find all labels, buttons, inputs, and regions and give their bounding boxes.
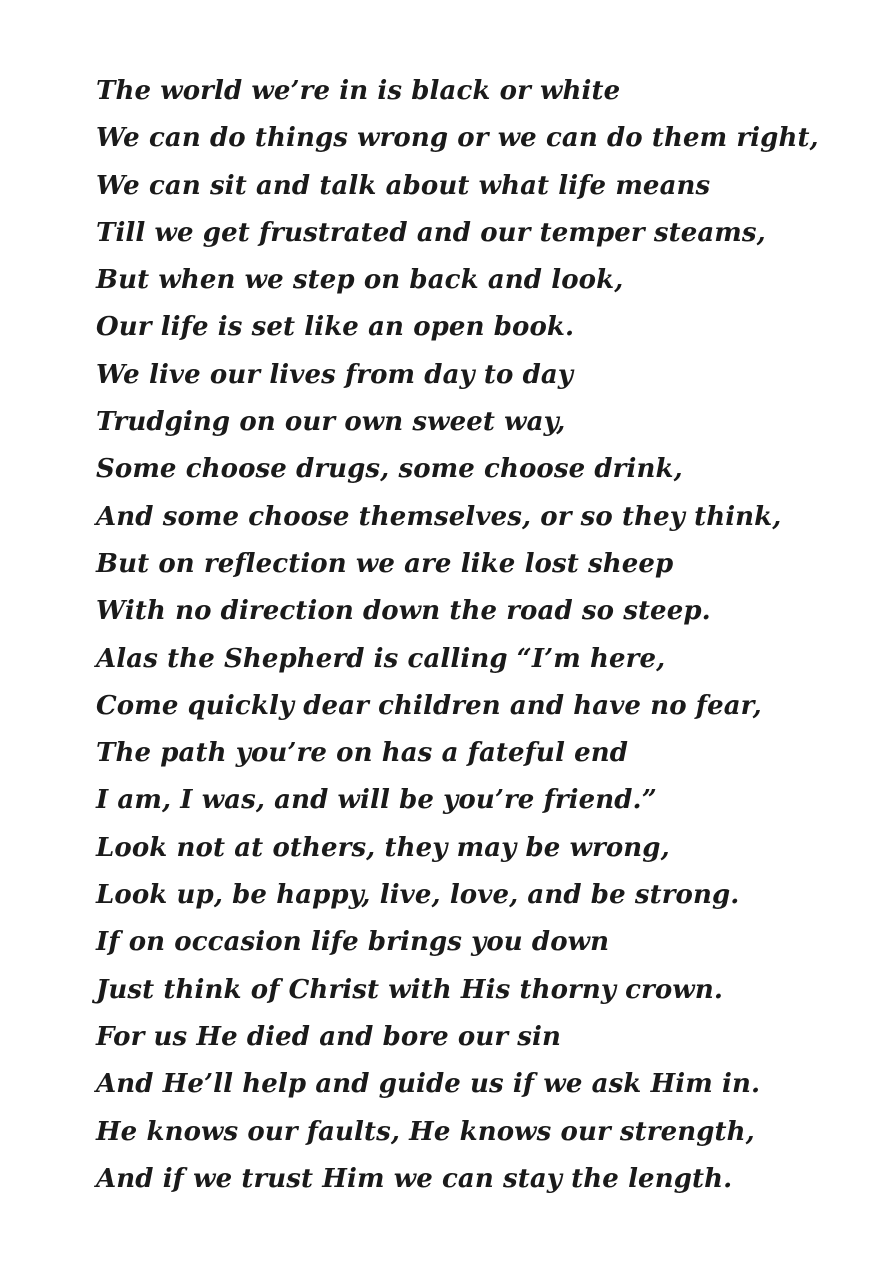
poem-line: The world we’re in is black or white [96, 76, 621, 106]
poem-line: The path you’re on has a fateful end [96, 738, 628, 769]
poem-line: Trudging on our own sweet way, [96, 407, 566, 438]
poem-line: And if we trust Him we can stay the length. [96, 1163, 733, 1194]
poem-line: I am, I was, and will be you’re friend.” [96, 785, 657, 816]
poem-line: If on occasion life brings you down [96, 927, 610, 958]
poem-line: Look up, be happy, live, love, and be strong. [96, 880, 740, 911]
poem-line: Come quickly dear children and have no fear, [96, 690, 762, 721]
poem-line: And He’ll help and guide us if we ask Him in. [96, 1069, 761, 1100]
poem-line: Just think of Christ with His thorny crown. [96, 974, 723, 1005]
poem-line: But on reflection we are like lost sheep [96, 548, 674, 579]
poem-line: With no direction down the road so steep. [96, 596, 711, 627]
poem-line: Our life is set like an open book. [96, 312, 575, 343]
poem-line: He knows our faults, He knows our strength, [96, 1116, 755, 1147]
poem-line: We live our lives from day to day [96, 359, 574, 390]
poem-line: Look not at others, they may be wrong, [96, 832, 670, 863]
poem-line: But when we step on back and look, [96, 265, 624, 296]
poem-text [96, 68, 866, 1203]
poem-line: For us He died and bore our sin [96, 1021, 562, 1052]
poem-line: Some choose drugs, some choose drink, [96, 454, 683, 485]
poem-line: We can sit and talk about what life means [96, 170, 711, 201]
poem-line: Till we get frustrated and our temper steams, [96, 217, 766, 248]
poem-line: We can do things wrong or we can do them right, [96, 123, 819, 154]
poem-line: And some choose themselves, or so they think, [96, 501, 782, 532]
poem-line: Alas the Shepherd is calling “I’m here, [96, 643, 666, 674]
